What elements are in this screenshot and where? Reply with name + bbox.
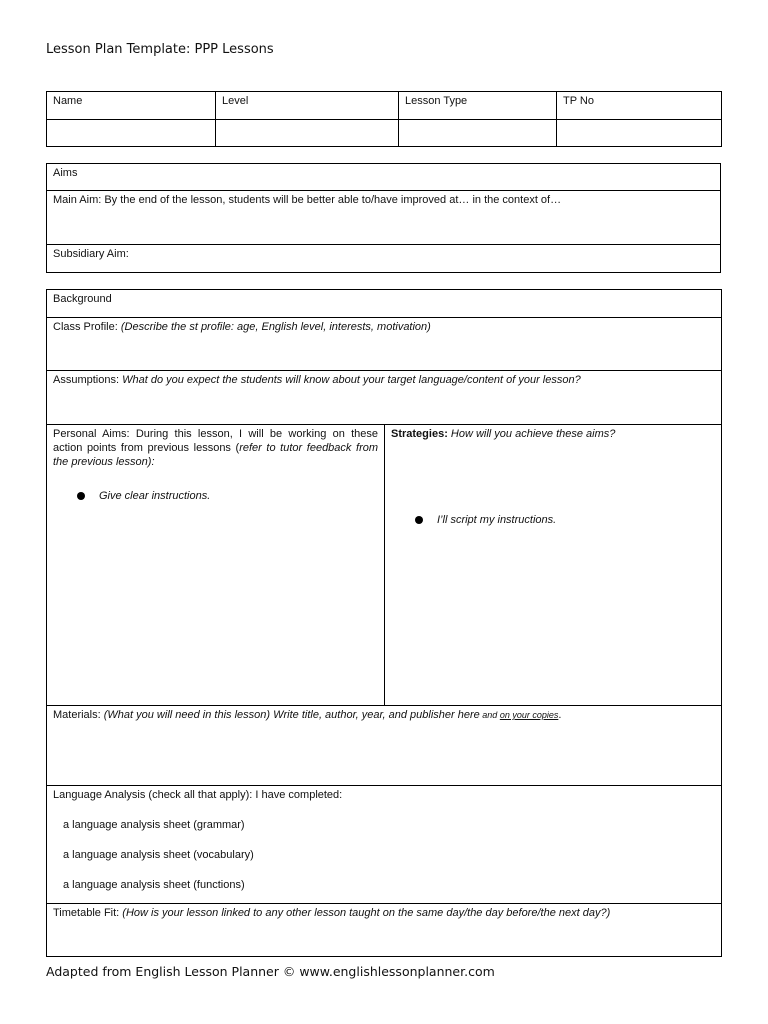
personal-aims-label: Personal Aims: During this lesson, I will be working on these action points from previous lessons ( — [53, 428, 378, 454]
tp-no-field[interactable] — [557, 120, 722, 147]
bullet-icon — [415, 516, 423, 524]
timetable-label: Timetable Fit: — [53, 907, 123, 919]
document-title: Lesson Plan Template: PPP Lessons — [46, 42, 274, 57]
personal-aims-text — [53, 427, 378, 469]
timetable-hint: (How is your lesson linked to any other lesson taught on the same day/the day before/the next day?) — [122, 907, 611, 919]
materials-hint: (What you will need in this lesson) Write title, author, year, and publisher here — [103, 709, 480, 721]
class-profile-hint: (Describe the st profile: age, English level, interests, motivation) — [120, 321, 431, 333]
language-analysis-label: Language Analysis (check all that apply): I have completed: — [53, 789, 343, 801]
strategies-field[interactable] — [385, 425, 722, 706]
strategies-hint: How will you achieve these aims? — [447, 428, 616, 440]
assumptions-field[interactable] — [47, 371, 722, 425]
language-analysis-field[interactable] — [47, 786, 722, 904]
materials-underlined: on your copies — [499, 710, 559, 720]
language-analysis-item-grammar[interactable]: a language analysis sheet (grammar) — [63, 819, 245, 831]
class-profile-label: Class Profile: — [53, 321, 121, 333]
lesson-type-header: Lesson Type — [399, 92, 557, 120]
main-aim-field[interactable]: Main Aim: By the end of the lesson, students will be better able to/have improved at… in the context of… — [47, 191, 721, 245]
assumptions-hint: What do you expect the students will know about your target language/content of your lesson? — [122, 374, 581, 386]
timetable-fit-field[interactable] — [47, 904, 722, 957]
personal-aims-field[interactable] — [47, 425, 385, 706]
header-table — [46, 91, 722, 147]
bullet-icon — [77, 492, 85, 500]
materials-small: and — [479, 710, 500, 720]
strategies-bullet-item — [415, 513, 715, 527]
lesson-type-field[interactable] — [399, 120, 557, 147]
materials-field[interactable] — [47, 706, 722, 786]
level-header: Level — [216, 92, 399, 120]
materials-end: . — [558, 709, 562, 721]
materials-label: Materials: — [53, 709, 104, 721]
aims-heading: Aims — [47, 164, 721, 191]
strategies-bullet-text: I’ll script my instructions. — [437, 514, 557, 526]
language-analysis-item-functions[interactable]: a language analysis sheet (functions) — [63, 879, 245, 891]
strategies-text — [391, 427, 715, 441]
aims-table — [46, 163, 721, 273]
personal-aims-bullet-text: Give clear instructions. — [99, 490, 211, 502]
assumptions-label: Assumptions: — [53, 374, 123, 386]
background-heading: Background — [47, 290, 722, 318]
personal-aims-bullet-item — [77, 489, 378, 503]
background-table — [46, 289, 722, 957]
personal-aims-hint: refer to tutor feedback from the previous lesson): — [53, 442, 379, 468]
strategies-label: Strategies: — [391, 428, 448, 440]
tp-no-header: TP No — [557, 92, 722, 120]
subsidiary-aim-field[interactable]: Subsidiary Aim: — [47, 245, 721, 273]
footer-credit: Adapted from English Lesson Planner © www.englishlessonplanner.com — [46, 964, 495, 979]
name-header: Name — [47, 92, 216, 120]
class-profile-field[interactable] — [47, 318, 722, 371]
level-field[interactable] — [216, 120, 399, 147]
language-analysis-item-vocabulary[interactable]: a language analysis sheet (vocabulary) — [63, 849, 254, 861]
name-field[interactable] — [47, 120, 216, 147]
